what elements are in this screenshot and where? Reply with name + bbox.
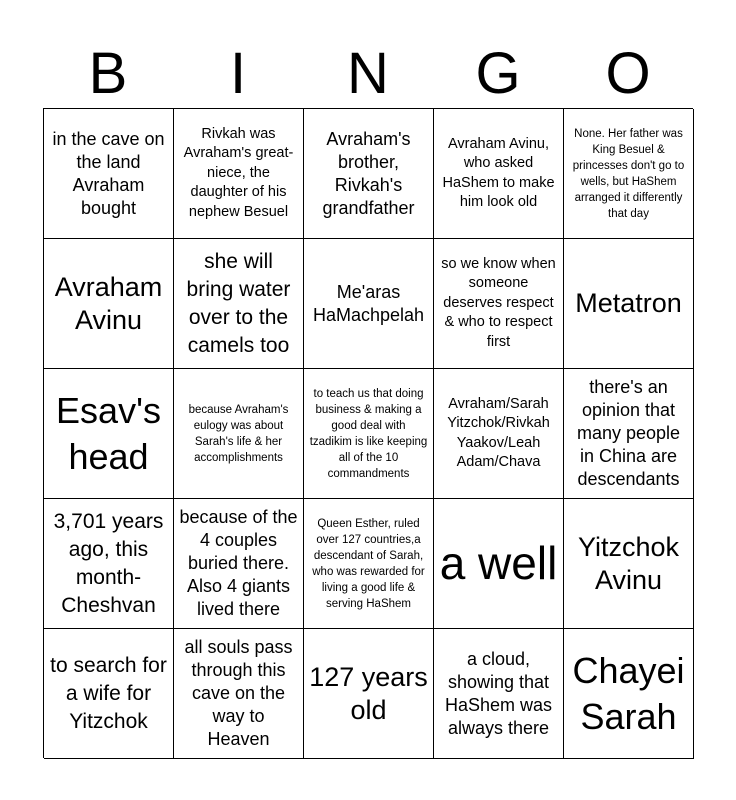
cell-text: Chayei Sarah <box>572 649 685 737</box>
cell-text: Avraham's brother, Rivkah's grandfather <box>322 128 415 218</box>
cell-text: Rivkah was Avraham's great-niece, the daughter of his nephew Besuel <box>183 125 294 220</box>
bingo-cell[interactable] <box>44 239 174 369</box>
cell-text: None. Her father was King Besuel & princesses don't go to wells, but HaShem arranged it differently that day <box>572 127 685 220</box>
cell-text: Avraham/Sarah Yitzchok/Rivkah Yaakov/Leah Adam/Chava <box>447 395 550 470</box>
bingo-cell[interactable] <box>564 499 694 629</box>
cell-text: 127 years old <box>309 661 428 725</box>
bingo-cell[interactable] <box>564 629 694 759</box>
bingo-cell[interactable] <box>304 239 434 369</box>
cell-text: Avraham Avinu, who asked HaShem to make him look old <box>442 135 555 210</box>
bingo-cell[interactable] <box>44 109 174 239</box>
bingo-cell[interactable] <box>174 239 304 369</box>
bingo-cell[interactable] <box>174 629 304 759</box>
bingo-cell[interactable] <box>434 109 564 239</box>
bingo-cell[interactable] <box>304 109 434 239</box>
bingo-header <box>43 40 693 108</box>
bingo-cell[interactable] <box>44 369 174 499</box>
bingo-cell[interactable] <box>174 369 304 499</box>
bingo-cell[interactable] <box>434 629 564 759</box>
header-letter-n: N <box>347 41 389 106</box>
bingo-cell[interactable] <box>44 629 174 759</box>
bingo-cell[interactable] <box>304 369 434 499</box>
cell-text: Esav's head <box>56 389 161 477</box>
cell-text: in the cave on the land Avraham bought <box>52 128 165 218</box>
cell-text: all souls pass through this cave on the way to Heaven <box>184 637 293 749</box>
cell-text: there's an opinion that many people in China are descendants <box>576 377 681 489</box>
cell-text: a cloud, showing that HaShem was always there <box>444 648 553 738</box>
cell-text: Me'aras HaMachpelah <box>312 281 425 325</box>
cell-text: to teach us that doing business & making a good deal with tzadikim is like keeping all of the 10 commandments <box>309 387 428 480</box>
cell-text: a well <box>439 537 558 589</box>
header-letter-o: O <box>605 41 651 106</box>
bingo-cell[interactable] <box>304 629 434 759</box>
bingo-cell[interactable] <box>434 369 564 499</box>
cell-text: Avraham Avinu <box>54 271 163 335</box>
cell-text: Metatron <box>575 288 682 318</box>
cell-text: to search for a wife for Yitzchok <box>50 653 167 733</box>
cell-text: so we know when someone deserves respect & who to respect first <box>441 255 556 350</box>
bingo-cell[interactable] <box>434 239 564 369</box>
cell-text: 3,701 years ago, this month- Cheshvan <box>53 509 164 617</box>
cell-text: Queen Esther, ruled over 127 countries,a descendant of Sarah, who was rewarded for living a good life & serving HaShem <box>312 517 425 610</box>
bingo-cell[interactable] <box>304 499 434 629</box>
bingo-cell[interactable] <box>564 239 694 369</box>
cell-text: because Avraham's eulogy was about Sarah's life & her accomplishments <box>188 403 289 464</box>
cell-text: Yitzchok Avinu <box>577 531 680 595</box>
bingo-cell[interactable] <box>434 499 564 629</box>
cell-text: she will bring water over to the camels too <box>186 249 291 357</box>
header-letter-g: G <box>475 41 521 106</box>
bingo-cell[interactable] <box>564 109 694 239</box>
bingo-cell[interactable] <box>564 369 694 499</box>
header-letter-b: B <box>88 41 128 106</box>
header-letter-i: I <box>229 41 247 106</box>
cell-text: because of the 4 couples buried there. Also 4 giants lived there <box>179 507 298 619</box>
bingo-cell[interactable] <box>44 499 174 629</box>
bingo-grid <box>43 108 693 758</box>
bingo-cell[interactable] <box>174 109 304 239</box>
bingo-cell[interactable] <box>174 499 304 629</box>
